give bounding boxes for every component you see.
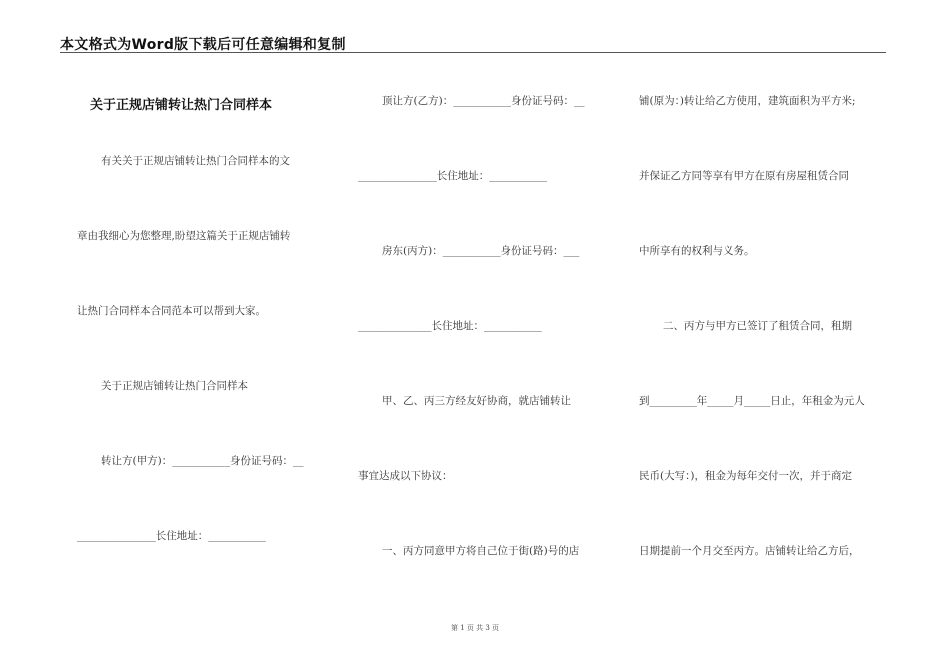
document-title: 关于正规店铺转让热门合同样本 [90,98,273,113]
body-line: 铺(原为：)转让给乙方使用，建筑面积为平方米; [639,95,856,107]
body-line: 房东(丙方)：___________身份证号码：___ [382,245,580,257]
body-line: 并保证乙方同等享有甲方在原有房屋租赁合同 [639,170,849,182]
body-line: 甲、乙、丙三方经友好协商，就店铺转让 [382,395,571,407]
body-line: 关于正规店铺转让热门合同样本 [101,380,248,392]
body-line: 顶让方(乙方)：___________身份证号码：__ [382,95,585,107]
body-line: 中所享有的权利与义务。 [639,245,755,257]
document-banner: 本文格式为Word版下载后可任意编辑和复制 [60,37,346,53]
body-line: 事宜达成以下协议： [358,470,453,482]
body-line: 到_________年_____月_____日止，年租金为元人 [639,395,865,407]
text-column-1 [77,0,327,640]
body-line: _______________长住地址：___________ [358,170,547,182]
text-column-2 [358,0,608,640]
body-line: _______________长住地址：___________ [77,530,266,542]
body-line: 转让方(甲方)：___________身份证号码：__ [101,455,304,467]
body-line: 日期提前一个月交至丙方。店铺转让给乙方后， [639,545,860,557]
body-line: 民币(大写：)，租金为每年交付一次，并于商定 [639,470,852,482]
body-line: 二、丙方与甲方已签订了租赁合同，租期 [663,320,852,332]
body-line: 有关关于正规店铺转让热门合同样本的文 [101,155,290,167]
page-number: 第 1 页 共 3 页 [450,624,500,632]
text-column-3 [639,0,889,640]
body-line: 让热门合同样本合同范本可以帮到大家。 [77,305,266,317]
body-line: 一、丙方同意甲方将自己位于街(路)号的店 [382,545,580,557]
body-line: 章由我细心为您整理,盼望这篇关于正规店铺转 [77,230,291,242]
body-line: ______________长住地址：___________ [358,320,542,332]
